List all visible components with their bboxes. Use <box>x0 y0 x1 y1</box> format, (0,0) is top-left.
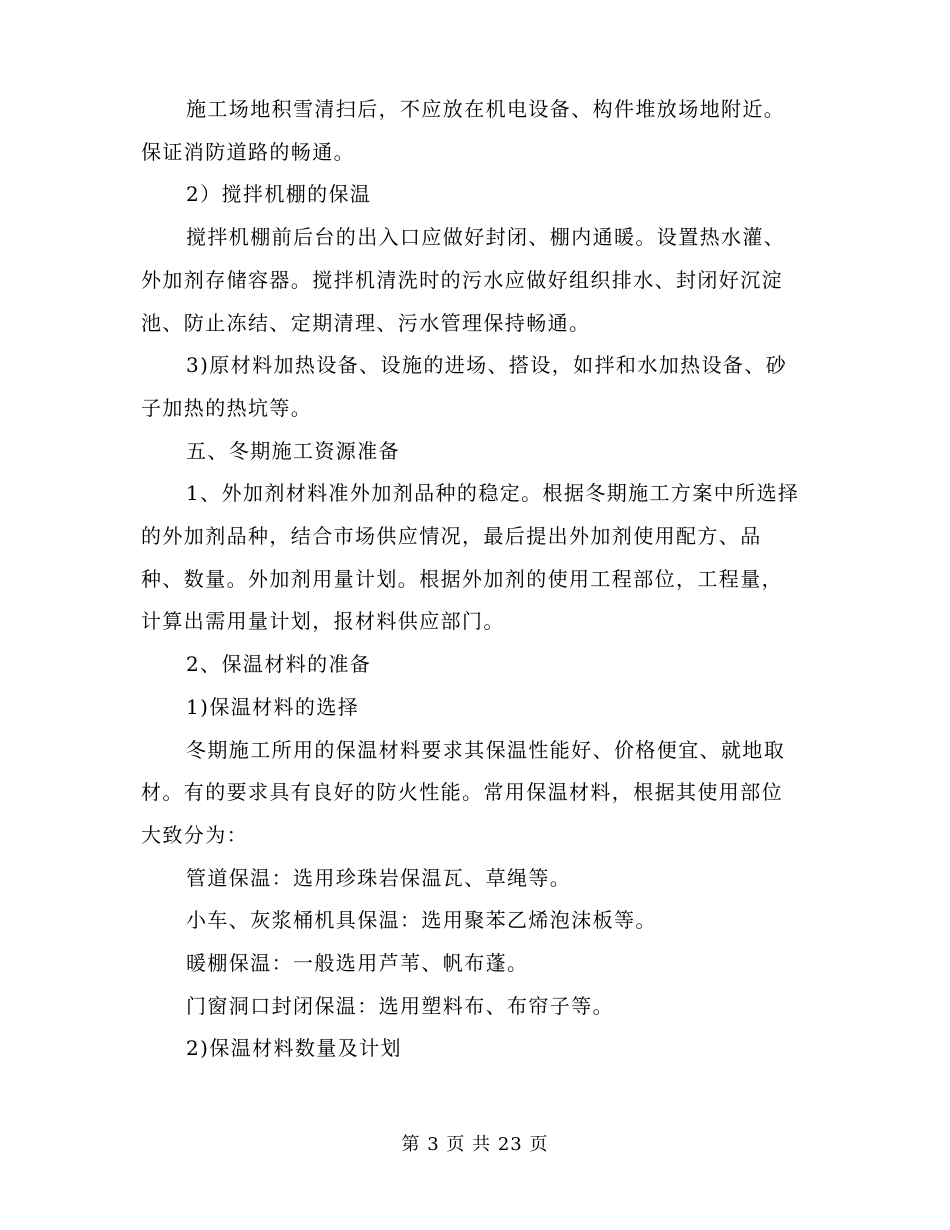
text-line: 2）搅拌机棚的保温 <box>186 182 372 207</box>
text-line: 1)保温材料的选择 <box>186 694 360 719</box>
text-line: 五、冬期施工资源准备 <box>186 438 400 463</box>
text-line: 暖棚保温：一般选用芦苇、帆布蓬。 <box>186 951 529 976</box>
text-line: 施工场地积雪清扫后，不应放在机电设备、构件堆放场地附近。 <box>186 97 786 121</box>
paragraph <box>141 729 813 857</box>
text-line: 管道保温：选用珍珠岩保温瓦、草绳等。 <box>186 865 572 890</box>
body-text <box>141 88 813 1070</box>
paragraph <box>141 216 813 344</box>
paragraph <box>141 88 813 173</box>
text-line: 的外加剂品种，结合市场供应情况，最后提出外加剂使用配方、品 <box>141 524 762 549</box>
text-line: 3)原材料加热设备、设施的进场、搭设，如拌和水加热设备、砂 <box>186 353 788 378</box>
text-line: 2)保温材料数量及计划 <box>186 1036 402 1061</box>
text-line: 外加剂存储容器。搅拌机清洗时的污水应做好组织排水、封闭好沉淀 <box>141 267 783 292</box>
section-heading <box>141 1027 813 1070</box>
list-item <box>141 857 813 900</box>
text-line: 计算出需用量计划，报材料供应部门。 <box>141 609 505 634</box>
list-item <box>141 899 813 942</box>
list-item <box>141 942 813 985</box>
text-line: 2、保温材料的准备 <box>186 652 372 677</box>
text-line: 大致分为： <box>141 822 248 847</box>
page-number: 第 3 页 共 23 页 <box>401 1134 549 1155</box>
section-heading <box>141 686 813 729</box>
list-item <box>141 985 813 1028</box>
text-line: 保证消防道路的畅通。 <box>141 139 355 164</box>
paragraph <box>141 344 813 429</box>
text-line: 小车、灰浆桶机具保温：选用聚苯乙烯泡沫板等。 <box>186 908 657 933</box>
section-heading <box>141 173 813 216</box>
section-heading <box>141 430 813 473</box>
text-line: 门窗洞口封闭保温：选用塑料布、布帘子等。 <box>186 993 614 1018</box>
section-heading <box>141 643 813 686</box>
text-line: 冬期施工所用的保温材料要求其保温性能好、价格便宜、就地取 <box>186 737 786 762</box>
paragraph <box>141 472 813 643</box>
text-line: 子加热的热坑等。 <box>141 395 313 420</box>
text-line: 1、外加剂材料准外加剂品种的稳定。根据冬期施工方案中所选择 <box>186 481 800 506</box>
text-line: 种、数量。外加剂用量计划。根据外加剂的使用工程部位，工程量， <box>141 566 783 591</box>
text-line: 池、防止冻结、定期清理、污水管理保持畅通。 <box>141 310 591 335</box>
text-line: 材。有的要求具有良好的防火性能。常用保温材料，根据其使用部位 <box>141 780 783 805</box>
text-line: 搅拌机棚前后台的出入口应做好封闭、棚内通暖。设置热水灌、 <box>186 225 786 250</box>
